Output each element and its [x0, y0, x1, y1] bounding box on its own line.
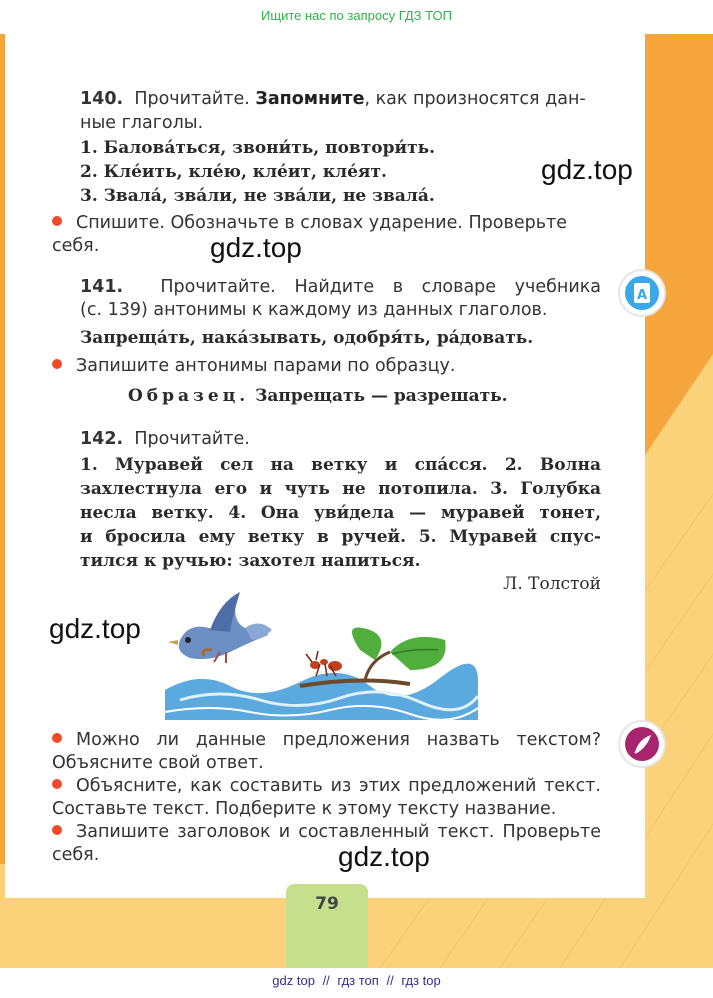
top-banner[interactable]: Ищите нас по запросу ГДЗ ТОП: [261, 8, 452, 23]
illustration-dove-ant: [160, 590, 480, 725]
ex142-intro-text: Прочитайте.: [134, 429, 250, 449]
bottom-link-3[interactable]: гдз top: [401, 973, 441, 988]
sample-label: Образец.: [128, 386, 250, 406]
ex140-line-3: 3. Звала́, зва́ли, не зва́ли, не звала́.: [80, 186, 435, 206]
ex142-text-line-1: 1. Муравей сел на ветку и спа́сся. 2. Волна: [80, 455, 601, 475]
watermark: gdz.top: [210, 232, 302, 263]
sample-text: Запрещать — разрешать.: [255, 386, 508, 406]
ex142-q2-b: Составьте текст. Подберите к этому тексту название.: [52, 799, 557, 819]
ex141-words: Запреща́ть, нака́зывать, одобря́ть, ра́довать.: [80, 328, 534, 348]
ex142-q3-a: Запишите заголовок и составленный текст. Проверьте: [76, 822, 601, 842]
watermark: gdz.top: [49, 613, 141, 644]
bullet-icon: [52, 359, 62, 369]
ex142-text-line-2: захлестнула его и чуть не потопила. 3. Голубка: [80, 479, 601, 499]
ex142-q2: [52, 775, 601, 798]
svg-text:A: A: [636, 288, 648, 303]
ex140-number: 140.: [80, 89, 124, 109]
ex140-task-a: Спишите. Обозначьте в словах ударение. Проверьте: [76, 213, 567, 233]
ex140-task: [52, 212, 601, 235]
ex140-intro-b: Запомните: [255, 89, 365, 109]
ex140-intro: [80, 88, 601, 111]
separator: //: [386, 973, 394, 988]
ex142-q1-a: Можно ли данные предложения назвать текстом?: [76, 730, 601, 750]
ex140-intro-c: , как произносятся дан-: [364, 89, 586, 109]
ex142-intro: [80, 428, 601, 451]
ex140-line-1: 1. Балова́ться, звони́ть, повтори́ть.: [80, 138, 436, 158]
watermark: gdz.top: [541, 154, 633, 185]
ex142-q1-b: Объясните свой ответ.: [52, 753, 264, 773]
ex142-number: 142.: [80, 429, 124, 449]
ex141-task-text: Запишите антонимы парами по образцу.: [76, 356, 456, 376]
dictionary-icon[interactable]: [620, 271, 664, 315]
ex142-q3-b: себя.: [52, 845, 100, 865]
ex142-q3: [52, 821, 601, 844]
pen-icon[interactable]: [620, 722, 664, 766]
ex141-line2: (с. 139) антонимы к каждому из данных глаголов.: [80, 300, 548, 320]
ex142-text-line-3: несла ветку. 4. Она уви́дела — муравей тонет,: [80, 503, 601, 523]
ex141-intro: [80, 276, 601, 299]
separator: //: [322, 973, 330, 988]
watermark: gdz.top: [338, 841, 430, 872]
ex141-number: 141.: [80, 277, 124, 297]
ex141-task: [52, 355, 601, 378]
ex140-line-2: 2. Кле́ить, кле́ю, кле́ит, кле́ят.: [80, 162, 387, 182]
bullet-icon: [52, 779, 62, 789]
ex142-q2-a: Объясните, как составить из этих предложений текст.: [76, 776, 601, 796]
bullet-icon: [52, 216, 62, 226]
ex141-line1: Прочитайте. Найдите в словаре учебника: [160, 277, 601, 297]
ex142-text-line-4: и бросила ему ветку в ручей. 5. Муравей спус-: [80, 527, 601, 547]
bottom-banner[interactable]: [0, 968, 713, 998]
ex142-text-line-5: тился к ручью: захотел напиться.: [80, 551, 421, 571]
bottom-link-2[interactable]: гдз топ: [337, 973, 379, 988]
ex140-intro-line2: ные глаголы.: [80, 113, 204, 133]
ex140-intro-a: Прочитайте.: [134, 89, 250, 109]
page-number: 79: [286, 884, 368, 968]
ex142-author: Л. Толстой: [503, 574, 601, 594]
ex140-task-b: себя.: [52, 236, 100, 256]
ex142-q1: [52, 729, 601, 752]
bottom-link-1[interactable]: gdz top: [272, 973, 315, 988]
ex141-sample: [128, 384, 568, 408]
bullet-icon: [52, 733, 62, 743]
bullet-icon: [52, 825, 62, 835]
